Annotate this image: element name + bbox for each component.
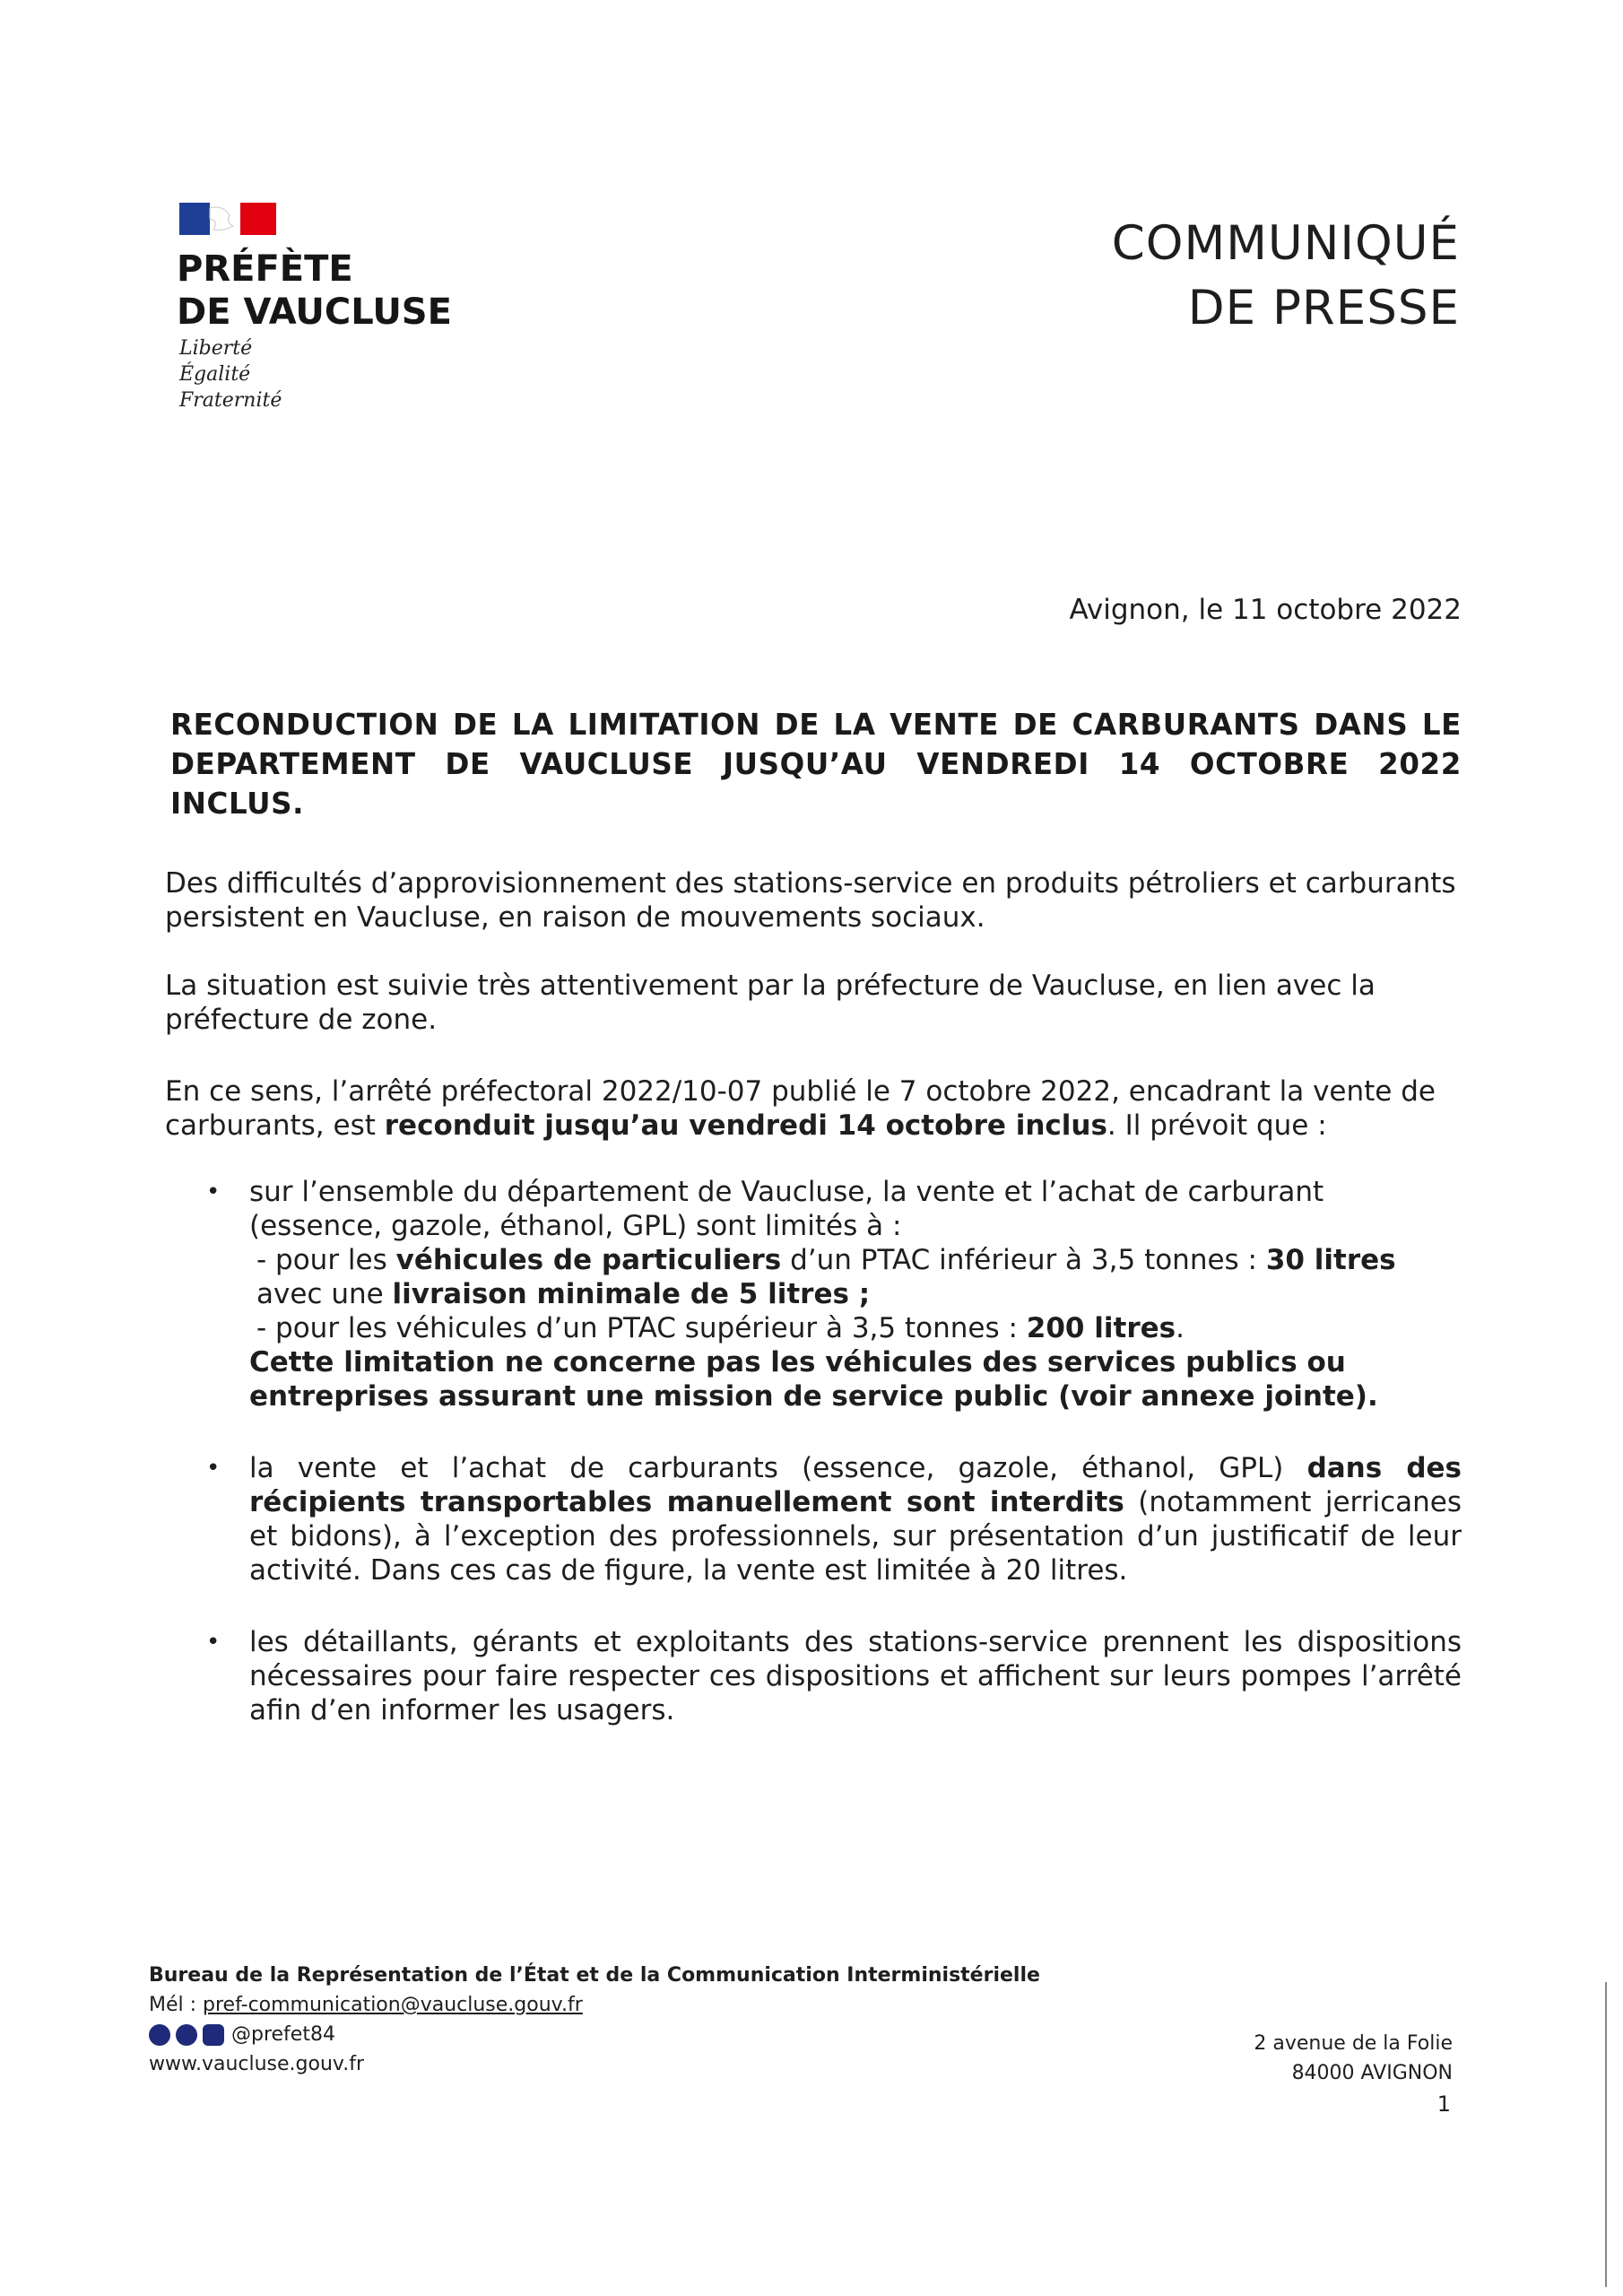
ban-text: (notamment jerricanes et bidons), à l’exception des professionnels, sur présentation d’un justificatif de leur activité. Dans ces cas de figure, la vente est limitée à 20 litres. [249,1486,1462,1587]
mail-label: Mél : [149,1994,204,2016]
limit-heavy-vehicles [249,1311,1462,1345]
station-obligations-text: les détaillants, gérants et exploitants des stations-service prennent les dispositions nécessaires pour faire respecter ces dispositions et affichent sur leurs pompes l’arrêté afin d’en informer les usagers. [249,1626,1462,1726]
limit-emphasis: véhicules de particuliers [395,1244,782,1276]
limit-emphasis: 200 litres [1026,1312,1176,1344]
paragraph-supply-difficulties: Des difficultés d’approvisionnement des stations-service en produits pétroliers et carburants persistent en Vaucluse, en raison de mouvements sociaux. [165,867,1456,934]
republic-motto [179,335,282,413]
public-service-exemption: Cette limitation ne concerne pas les véhicules des services publics ou entreprises assurant une mission de service public (voir annexe jointe). [249,1346,1378,1413]
list-item-quantity-limits [206,1175,1462,1413]
limit-private-vehicles [249,1243,1462,1311]
title-line-1: RECONDUCTION DE LA LIMITATION DE LA VENTE DE CARBURANTS DANS LE [170,708,1462,742]
facebook-icon[interactable] [176,2024,197,2046]
limit-text: - pour les [256,1244,396,1276]
container-ban-text [249,1451,1462,1587]
press-release-title [170,705,1462,823]
list-item-station-obligations [206,1625,1462,1727]
brand-line-1: PRÉFÈTE [177,248,353,290]
limit-text: - pour les véhicules d’un PTAC supérieur à 3,5 tonnes : [256,1312,1027,1344]
footer-bureau: Bureau de la Représentation de l’État et de la Communication Interministérielle [149,1964,1040,1987]
decree-text-c: . Il prévoit que : [1107,1109,1327,1142]
decree-text-a: En ce sens, l’arrêté préfectoral 2022/10-07 publié le 7 octobre 2022, encadrant la vente de carburants, est [165,1075,1436,1142]
brand-line-2: DE VAUCLUSE [177,291,452,333]
paragraph-situation: La situation est suivie très attentivement par la préfecture de Vaucluse, en lien avec la préfecture de zone. [165,970,1376,1036]
limit-emphasis: livraison minimale de 5 litres ; [392,1278,871,1310]
footer-address [1254,2029,1453,2088]
footer-mail-line [149,1990,1040,2020]
bullet-dot: • [206,1629,221,1656]
document-type [1112,212,1460,341]
twitter-icon[interactable] [149,2024,170,2046]
limit-text: avec une [256,1278,393,1310]
mail-link[interactable]: pref-communication@vaucluse.gouv.fr [203,1994,583,2016]
doc-type-line-2: DE PRESSE [1187,281,1460,335]
list-item-container-ban [206,1451,1462,1587]
social-handle[interactable]: @prefet84 [231,2023,335,2046]
page-number: 1 [1436,2092,1451,2117]
paragraph-decree [165,1074,1458,1143]
instagram-icon[interactable] [203,2024,224,2046]
marianne-logo [179,199,278,239]
limit-emphasis: 30 litres [1265,1244,1396,1276]
motto-egalite: Égalité [179,363,251,386]
limit-text: d’un PTAC inférieur à 3,5 tonnes : [781,1244,1266,1276]
measures-list [206,1175,1462,1727]
scan-edge-line [1605,1982,1607,2287]
footer-website[interactable]: www.vaucluse.gouv.fr [149,2053,365,2075]
address-line-1: 2 avenue de la Folie [1254,2032,1453,2055]
footer-social-line [149,2020,1040,2049]
bullet-dot: • [206,1178,221,1205]
date-line: Avignon, le 11 octobre 2022 [1069,594,1462,626]
footer-contact [149,1961,1040,2079]
social-icons [149,2024,224,2046]
ban-emphasis: dans des récipients transportables manuellement sont interdits [249,1452,1462,1518]
decree-extension: reconduit jusqu’au vendredi 14 octobre inclus [384,1109,1107,1142]
bullet-dot: • [206,1455,221,1482]
limit-text: . [1176,1312,1185,1344]
limits-intro: sur l’ensemble du département de Vaucluse, la vente et l’achat de carburant (essence, gazole, éthanol, GPL) sont limités à : [249,1176,1324,1242]
ban-text: la vente et l’achat de carburants (essence, gazole, éthanol, GPL) [249,1452,1307,1484]
doc-type-line-1: COMMUNIQUÉ [1111,216,1460,271]
motto-liberte: Liberté [179,337,253,360]
address-line-2: 84000 AVIGNON [1291,2062,1453,2084]
prefecture-brand [177,248,452,334]
motto-fraternite: Fraternité [179,389,282,412]
title-line-2: DEPARTEMENT DE VAUCLUSE JUSQU’AU VENDREDI 14 OCTOBRE 2022 INCLUS. [170,747,1462,821]
